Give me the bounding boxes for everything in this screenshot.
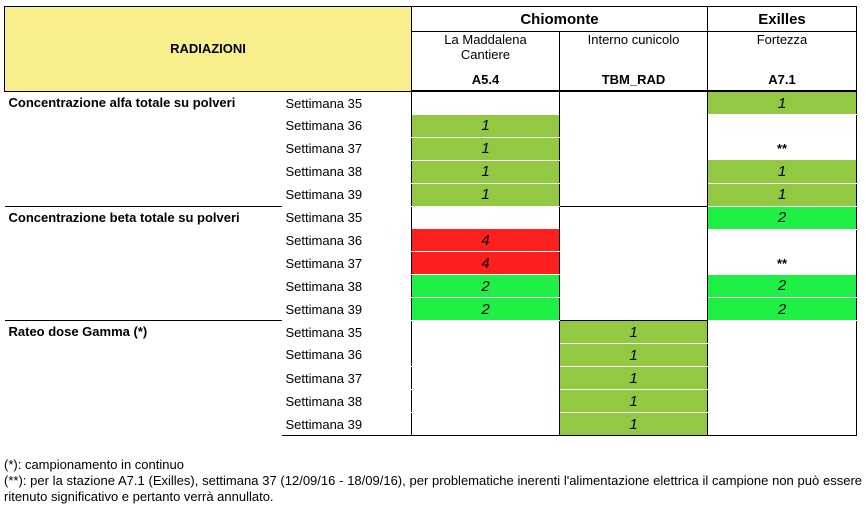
value-a71: **: [708, 137, 857, 160]
value-tbm: [560, 115, 708, 138]
station-tbm-code: TBM_RAD: [560, 68, 708, 91]
station-a54-code: A5.4: [412, 68, 560, 91]
footnote-1: (*): campionamento in continuo: [4, 457, 184, 472]
week-label: Settimana 38: [282, 390, 412, 413]
value-a71: 1: [708, 91, 857, 115]
week-label: Settimana 36: [282, 344, 412, 367]
footnote-2: (**): per la stazione A7.1 (Exilles), settimana 37 (12/09/16 - 18/09/16), per problematiche inerenti l'alimentazione elettrica il campione non può essere ritenuto significativo e pertanto verrà annullato.: [4, 473, 862, 504]
value-a54: 1: [412, 137, 560, 160]
value-tbm: 1: [560, 321, 708, 344]
value-a71: **: [708, 252, 857, 275]
value-tbm: 1: [560, 367, 708, 390]
value-a54: [412, 91, 560, 115]
value-a54: [412, 413, 560, 436]
value-a54: 2: [412, 298, 560, 321]
value-a71: 1: [708, 160, 857, 183]
value-a71: 1: [708, 183, 857, 206]
station-tbm-name: Interno cunicolo: [560, 32, 708, 69]
table-title: RADIAZIONI: [5, 7, 412, 92]
value-a54: 4: [412, 252, 560, 275]
value-a71: 2: [708, 206, 857, 229]
parameter-name: Concentrazione beta totale su polveri: [5, 206, 282, 321]
value-a71: [708, 413, 857, 436]
value-a71: 2: [708, 275, 857, 298]
region-exilles: Exilles: [708, 7, 857, 32]
value-a71: [708, 390, 857, 413]
value-tbm: [560, 91, 708, 115]
week-label: Settimana 37: [282, 252, 412, 275]
week-label: Settimana 37: [282, 137, 412, 160]
week-label: Settimana 39: [282, 183, 412, 206]
week-label: Settimana 35: [282, 321, 412, 344]
value-tbm: [560, 137, 708, 160]
value-a54: [412, 344, 560, 367]
region-chiomonte: Chiomonte: [412, 7, 708, 32]
value-a71: [708, 344, 857, 367]
value-tbm: [560, 275, 708, 298]
station-a54-name: La Maddalena Cantiere: [412, 32, 560, 69]
value-a71: [708, 321, 857, 344]
week-label: Settimana 39: [282, 413, 412, 436]
value-a71: 2: [708, 298, 857, 321]
value-a54: [412, 321, 560, 344]
week-label: Settimana 37: [282, 367, 412, 390]
station-a71-code: A7.1: [708, 68, 857, 91]
value-tbm: [560, 252, 708, 275]
value-tbm: 1: [560, 390, 708, 413]
value-a54: 1: [412, 115, 560, 138]
week-label: Settimana 35: [282, 91, 412, 115]
value-tbm: [560, 183, 708, 206]
week-label: Settimana 35: [282, 206, 412, 229]
week-label: Settimana 38: [282, 160, 412, 183]
value-a54: 4: [412, 229, 560, 252]
value-tbm: 1: [560, 413, 708, 436]
value-tbm: [560, 206, 708, 229]
value-tbm: [560, 298, 708, 321]
value-a71: [708, 115, 857, 138]
parameter-name: Concentrazione alfa totale su polveri: [8, 94, 236, 110]
value-a71: [708, 367, 857, 390]
value-a54: [412, 390, 560, 413]
footnotes: [4, 457, 862, 505]
value-tbm: [560, 160, 708, 183]
station-a71-name: Fortezza: [708, 32, 857, 69]
table-body: [5, 91, 857, 436]
value-tbm: [560, 229, 708, 252]
value-a54: 2: [412, 275, 560, 298]
value-a54: 1: [412, 160, 560, 183]
value-a54: [412, 367, 560, 390]
radiation-table: [4, 6, 857, 436]
week-label: Settimana 39: [282, 298, 412, 321]
value-a71: [708, 229, 857, 252]
week-label: Settimana 36: [282, 229, 412, 252]
value-a54: 1: [412, 183, 560, 206]
week-label: Settimana 38: [282, 275, 412, 298]
parameter-name: Rateo dose Gamma (*): [5, 321, 282, 436]
value-a54: [412, 206, 560, 229]
value-tbm: 1: [560, 344, 708, 367]
week-label: Settimana 36: [282, 115, 412, 138]
